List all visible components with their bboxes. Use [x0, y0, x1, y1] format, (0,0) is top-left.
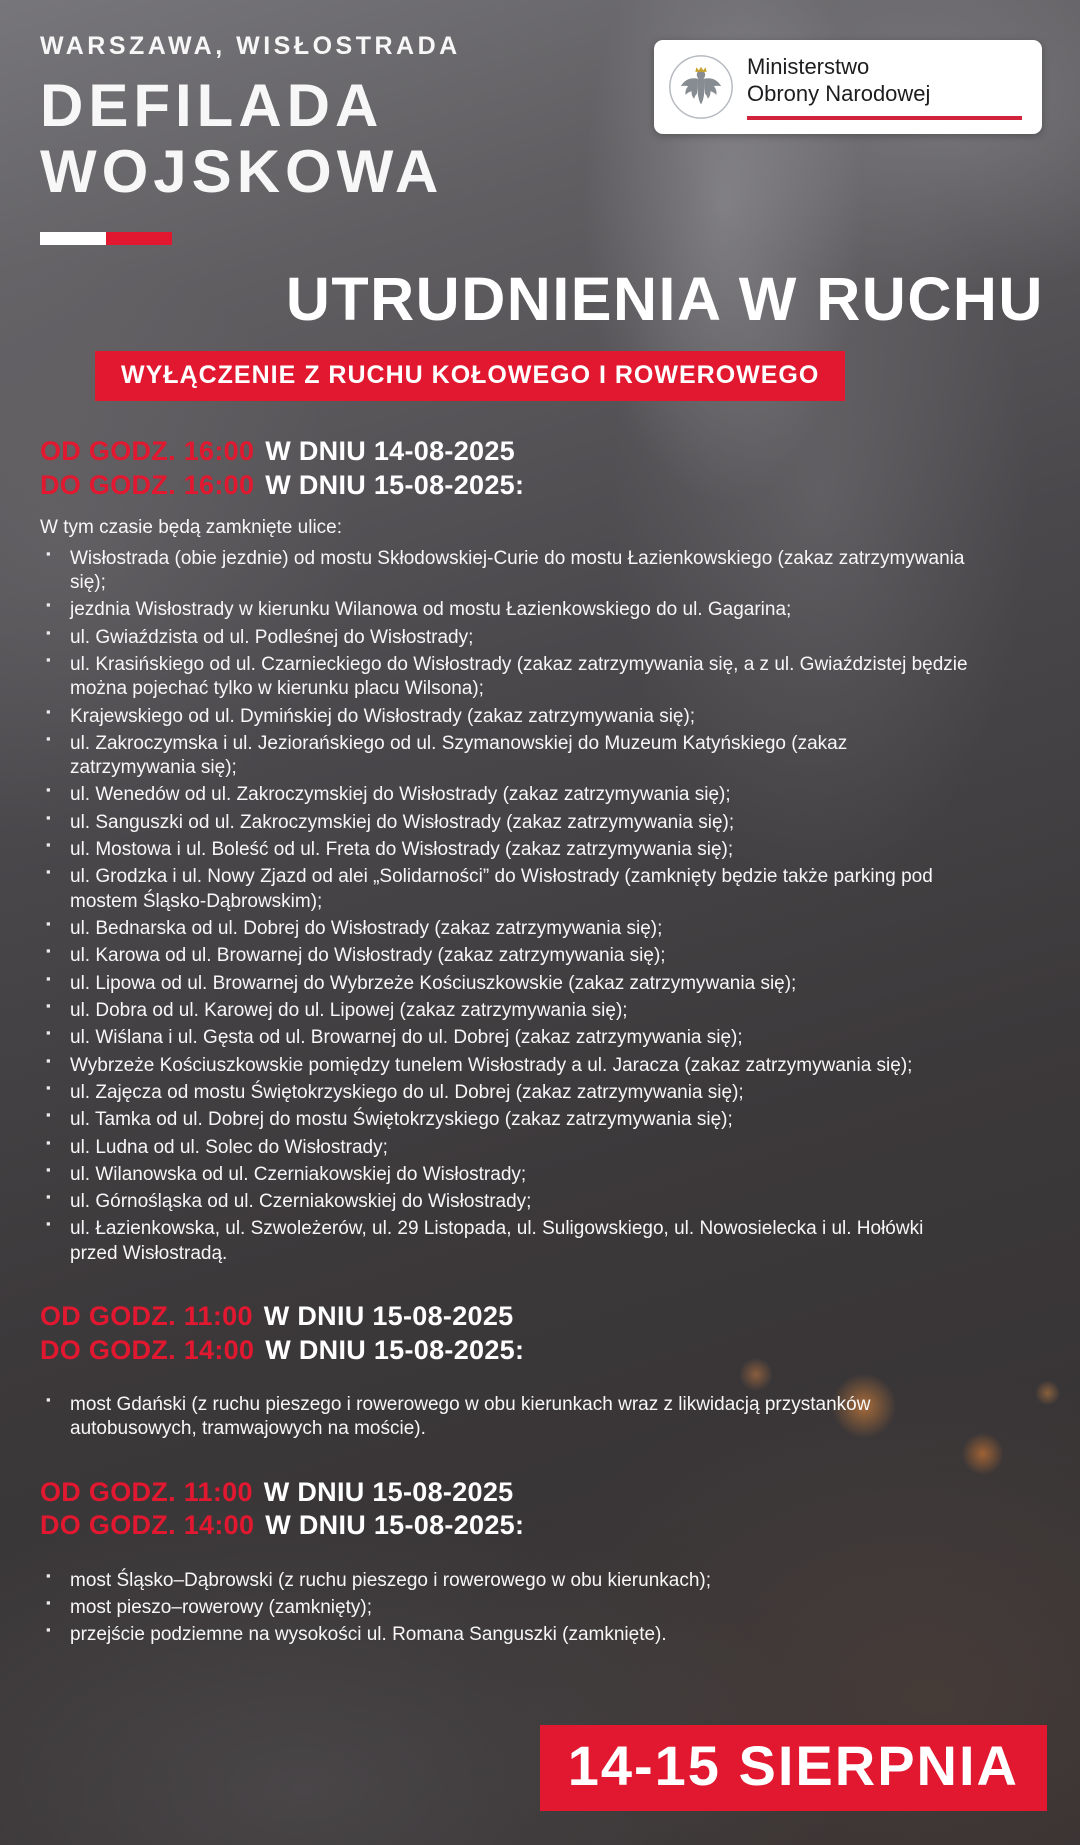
closure-item: ▪ ul. Ludna od ul. Solec do Wisłostrady;: [40, 1136, 975, 1160]
closure-item: ▪ ul. Mostowa i ul. Boleść od ul. Freta do Wisłostrady (zakaz zatrzymywania się);: [40, 838, 975, 862]
section-intro: W tym czasie będą zamknięte ulice:: [40, 516, 343, 538]
time-label: OD GODZ. 16:00: [40, 436, 255, 467]
ministry-name: [747, 54, 1022, 120]
flag-red-stripe: [106, 232, 172, 245]
flag-white-stripe: [40, 232, 106, 245]
road-closure-section: [40, 1300, 1040, 1442]
time-range-block: [40, 1476, 1040, 1543]
title-line-2: WOJSKOWA: [40, 138, 444, 205]
closure-item: ▪ ul. Wiślana i ul. Gęsta od ul. Browarnej do ul. Dobrej (zakaz zatrzymywania się);: [40, 1026, 975, 1050]
date-label: W DNIU 15-08-2025:: [265, 469, 525, 500]
date-label: W DNIU 15-08-2025: [263, 1476, 514, 1507]
time-range-line: [40, 469, 1040, 502]
time-range-line: [40, 1509, 1040, 1542]
time-range-line: [40, 1300, 1040, 1333]
ministry-name-line-2: Obrony Narodowej: [747, 81, 931, 106]
exclusion-banner: WYŁĄCZENIE Z RUCHU KOŁOWEGO I ROWEROWEGO: [95, 351, 845, 401]
location-label: WARSZAWA, WISŁOSTRADA: [40, 32, 461, 60]
date-label: W DNIU 15-08-2025:: [265, 1334, 525, 1365]
closure-item: ▪ ul. Karowa od ul. Browarnej do Wisłostrady (zakaz zatrzymywania się);: [40, 944, 975, 968]
closure-item: ▪ most Śląsko–Dąbrowski (z ruchu pieszego i rowerowego w obu kierunkach);: [40, 1569, 975, 1593]
closure-item: ▪ przejście podziemne na wysokości ul. Romana Sanguszki (zamknięte).: [40, 1623, 975, 1647]
closure-item: ▪ ul. Wenedów od ul. Zakroczymskiej do Wisłostrady (zakaz zatrzymywania się);: [40, 783, 975, 807]
time-range-block: [40, 1300, 1040, 1367]
closure-item: ▪ most Gdański (z ruchu pieszego i rowerowego w obu kierunkach wraz z likwidacją przystanków autobusowych, tramwajowych na moście).: [40, 1393, 975, 1442]
closure-item: ▪ Wisłostrada (obie jezdnie) od mostu Skłodowskiej-Curie do mostu Łazienkowskiego (zakaz zatrzymywania się);: [40, 547, 975, 596]
date-label: W DNIU 14-08-2025: [265, 436, 515, 467]
closure-item: ▪ ul. Gwiaździsta od ul. Podleśnej do Wisłostrady;: [40, 626, 975, 650]
closure-list: [40, 1569, 975, 1648]
closure-item: ▪ ul. Krasińskiego od ul. Czarnieckiego do Wisłostrady (zakaz zatrzymywania się, a z ul. Gwiaździstej będzie można pojechać tylko w kierunku placu Wilsona);: [40, 653, 975, 702]
flag-divider: [40, 232, 172, 245]
time-label: DO GODZ. 16:00: [40, 469, 255, 500]
closure-sections: [0, 435, 1080, 1648]
title-line-1: DEFILADA: [40, 72, 384, 139]
closure-item: ▪ ul. Zakroczymska i ul. Jeziorańskiego od ul. Szymanowskiej do Muzeum Katyńskiego (zakaz zatrzymywania się);: [40, 732, 975, 781]
ministry-name-line-1: Ministerstwo: [747, 54, 870, 80]
closure-item: ▪ ul. Zajęcza od mostu Świętokrzyskiego do ul. Dobrej (zakaz zatrzymywania się);: [40, 1081, 975, 1105]
time-label: DO GODZ. 14:00: [40, 1334, 255, 1365]
closure-item: ▪ jezdnia Wisłostrady w kierunku Wilanowa od mostu Łazienkowskiego do ul. Gagarina;: [40, 598, 975, 622]
closure-item: ▪ ul. Dobra od ul. Karowej do ul. Lipowej (zakaz zatrzymywania się);: [40, 999, 975, 1023]
ministry-logo: [654, 40, 1042, 134]
time-range-line: [40, 1334, 1040, 1367]
road-closure-section: [40, 1476, 1040, 1648]
time-label: OD GODZ. 11:00: [40, 1476, 253, 1507]
time-range-line: [40, 435, 1040, 468]
date-badge: 14-15 SIERPNIA: [540, 1725, 1047, 1811]
date-label: W DNIU 15-08-2025: [263, 1301, 514, 1332]
closure-item: ▪ ul. Tamka od ul. Dobrej do mostu Świętokrzyskiego (zakaz zatrzymywania się);: [40, 1108, 975, 1132]
closure-list: [40, 547, 975, 1266]
time-range-line: [40, 1476, 1040, 1509]
closure-item: ▪ Krajewskiego od ul. Dymińskiej do Wisłostrady (zakaz zatrzymywania się);: [40, 705, 975, 729]
closure-item: ▪ ul. Grodzka i ul. Nowy Zjazd od alei „Solidarności” do Wisłostrady (zamknięty będzie także parking pod mostem Śląsko-Dąbrowskim);: [40, 865, 975, 914]
closure-list: [40, 1393, 975, 1442]
closure-item: ▪ ul. Wilanowska od ul. Czerniakowskiej do Wisłostrady;: [40, 1163, 975, 1187]
time-range-block: [40, 435, 1040, 502]
closure-item: ▪ most pieszo–rowerowy (zamknięty);: [40, 1596, 975, 1620]
closure-item: ▪ ul. Sanguszki od ul. Zakroczymskiej do Wisłostrady (zakaz zatrzymywania się);: [40, 811, 975, 835]
closure-item: ▪ ul. Górnośląska od ul. Czerniakowskiej do Wisłostrady;: [40, 1190, 975, 1214]
closure-item: ▪ ul. Lipowa od ul. Browarnej do Wybrzeże Kościuszkowskie (zakaz zatrzymywania się);: [40, 972, 975, 996]
eagle-emblem-icon: [668, 54, 734, 120]
closure-item: ▪ Wybrzeże Kościuszkowskie pomiędzy tunelem Wisłostrady a ul. Jaracza (zakaz zatrzymywania się);: [40, 1054, 975, 1078]
closure-item: ▪ ul. Bednarska od ul. Dobrej do Wisłostrady (zakaz zatrzymywania się);: [40, 917, 975, 941]
closure-item: ▪ ul. Łazienkowska, ul. Szwoleżerów, ul. 29 Listopada, ul. Suligowskiego, ul. Nowosielecka i ul. Hołówki przed Wisłostradą.: [40, 1217, 975, 1266]
road-closure-section: [40, 435, 1040, 1266]
poster-header: [0, 0, 1080, 205]
ministry-red-rule: [747, 116, 1022, 120]
time-label: OD GODZ. 11:00: [40, 1301, 253, 1332]
date-label: W DNIU 15-08-2025:: [265, 1510, 525, 1541]
main-heading: UTRUDNIENIA W RUCHU: [285, 265, 1044, 333]
time-label: DO GODZ. 14:00: [40, 1510, 255, 1541]
